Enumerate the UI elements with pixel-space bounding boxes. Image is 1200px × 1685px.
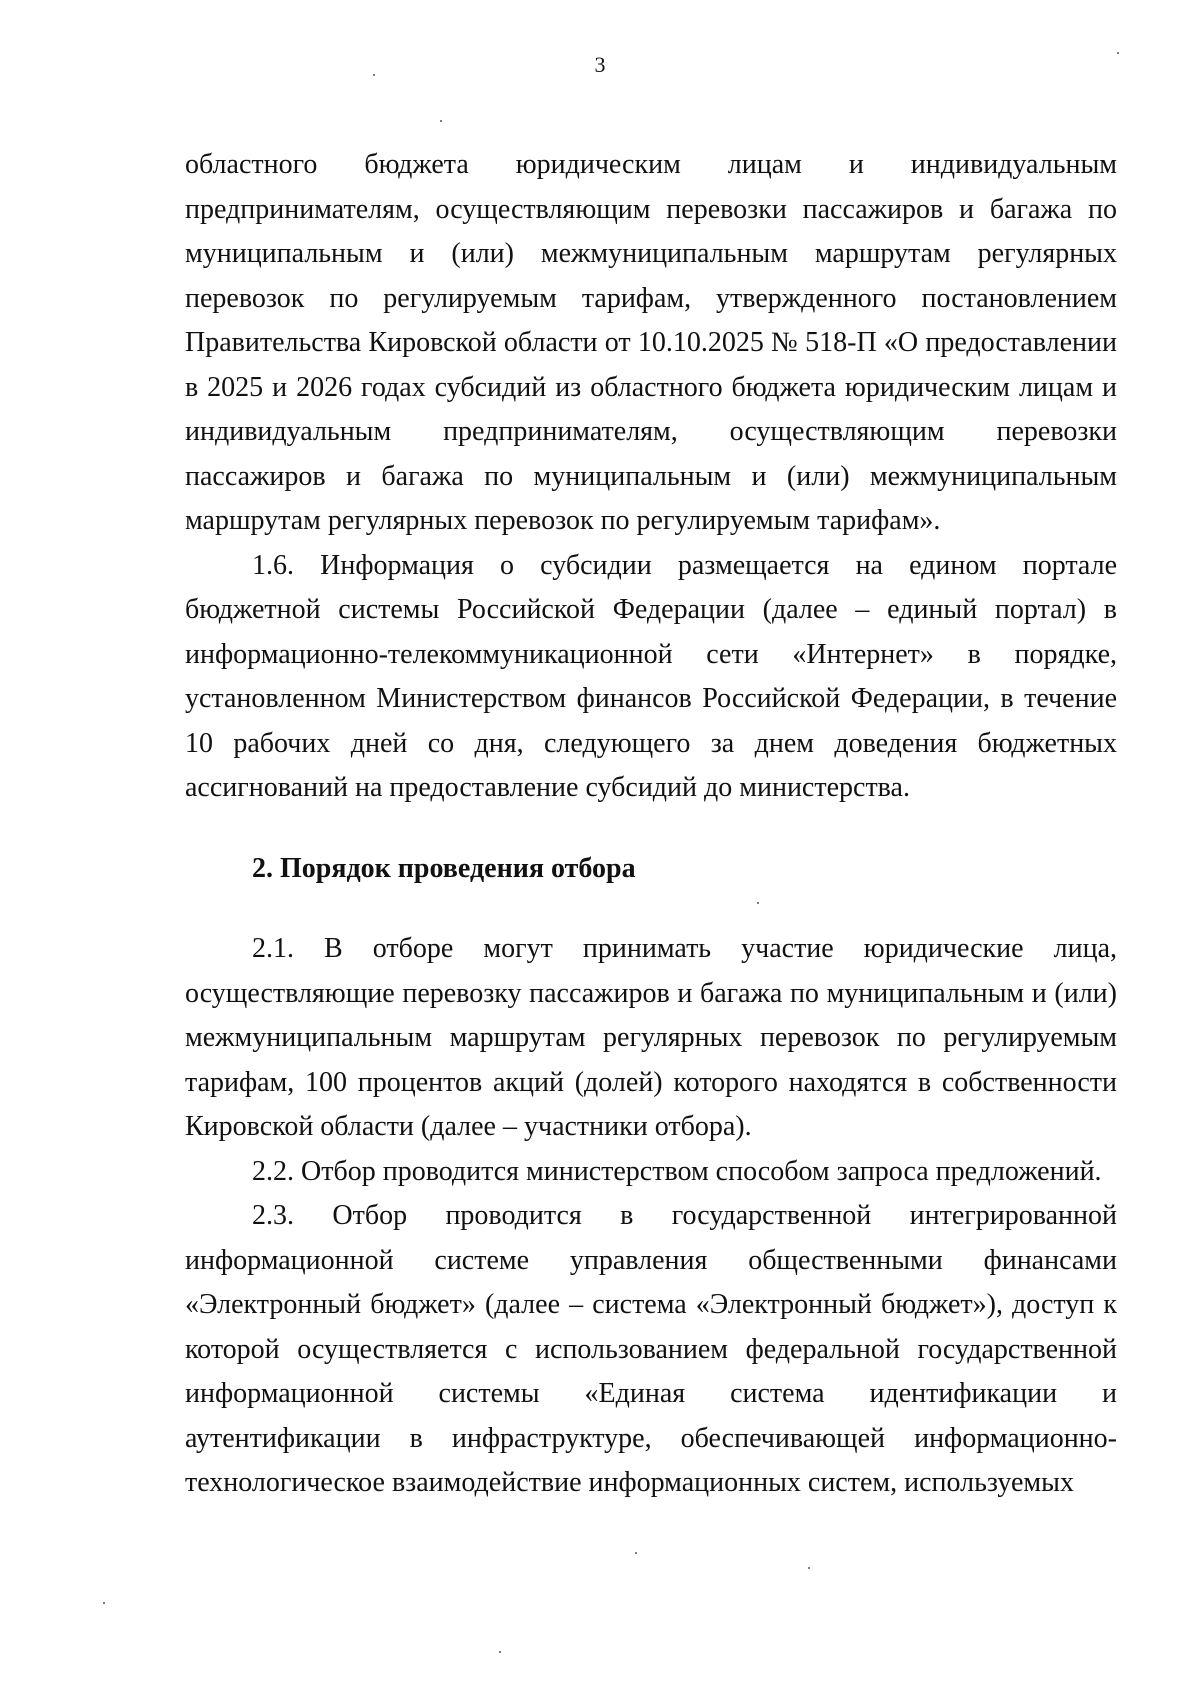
scan-speck: [103, 1602, 105, 1604]
paragraph-continuation: областного бюджета юридическим лицам и индивидуальным предпринимателям, осуществляющим перевозки пассажиров и багажа по муниципальным и (или) межмуниципальным маршрутам регулярных перевозок по регулируемым тарифам, утвержденного постановлением Правительства Кировской области от 10.10.2025 № 518-П «О предоставлении в 2025 и 2026 годах субсидий из областного бюджета юридическим лицам и индивидуальным предпринимателям, осуществляющим перевозки пассажиров и багажа по муниципальным и (или) межмуниципальным маршрутам регулярных перевозок по регулируемым тарифам».: [185, 149, 1117, 536]
paragraph-1-6: 1.6. Информация о субсидии размещается на едином портале бюджетной системы Российской Федерации (далее – единый портал) в информационно-телекоммуникационной сети «Интернет» в порядке, установленном Министерством финансов Российской Федерации, в течение 10 рабочих дней со дня, следующего за днем доведения бюджетных ассигнований на предоставление субсидий до министерства.: [185, 549, 1117, 803]
scan-speck: [440, 120, 442, 122]
paragraph-2-3: 2.3. Отбор проводится в государственной интегрированной информационной системе управления общественными финансами «Электронный бюджет» (далее – система «Электронный бюджет»), доступ к которой осуществляется с использованием федеральной государственной информационной системы «Единая система идентификации и аутентификации в инфраструктуре, обеспечивающей информационно-технологическое взаимодействие информационных систем, используемых: [185, 1200, 1117, 1498]
scan-speck: [499, 1651, 501, 1653]
scan-speck: [757, 902, 759, 904]
paragraph-2-2: 2.2. Отбор проводится министерством способом запроса предложений.: [252, 1155, 1102, 1187]
scan-speck: [808, 1567, 810, 1569]
paragraph-2-1: 2.1. В отборе могут принимать участие юридические лица, осуществляющие перевозку пассажиров и багажа по муниципальным и (или) межмуниципальным маршрутам регулярных перевозок по регулируемым тарифам, 100 процентов акций (долей) которого находятся в собственности Кировской области (далее – участники отбора).: [185, 933, 1117, 1142]
scan-speck: [373, 74, 375, 76]
scan-speck: [635, 1552, 637, 1554]
page-number: 3: [594, 52, 606, 77]
section-heading: 2. Порядок проведения отбора: [252, 852, 636, 884]
scan-speck: [1117, 52, 1119, 54]
document-body: [185, 143, 1117, 1506]
